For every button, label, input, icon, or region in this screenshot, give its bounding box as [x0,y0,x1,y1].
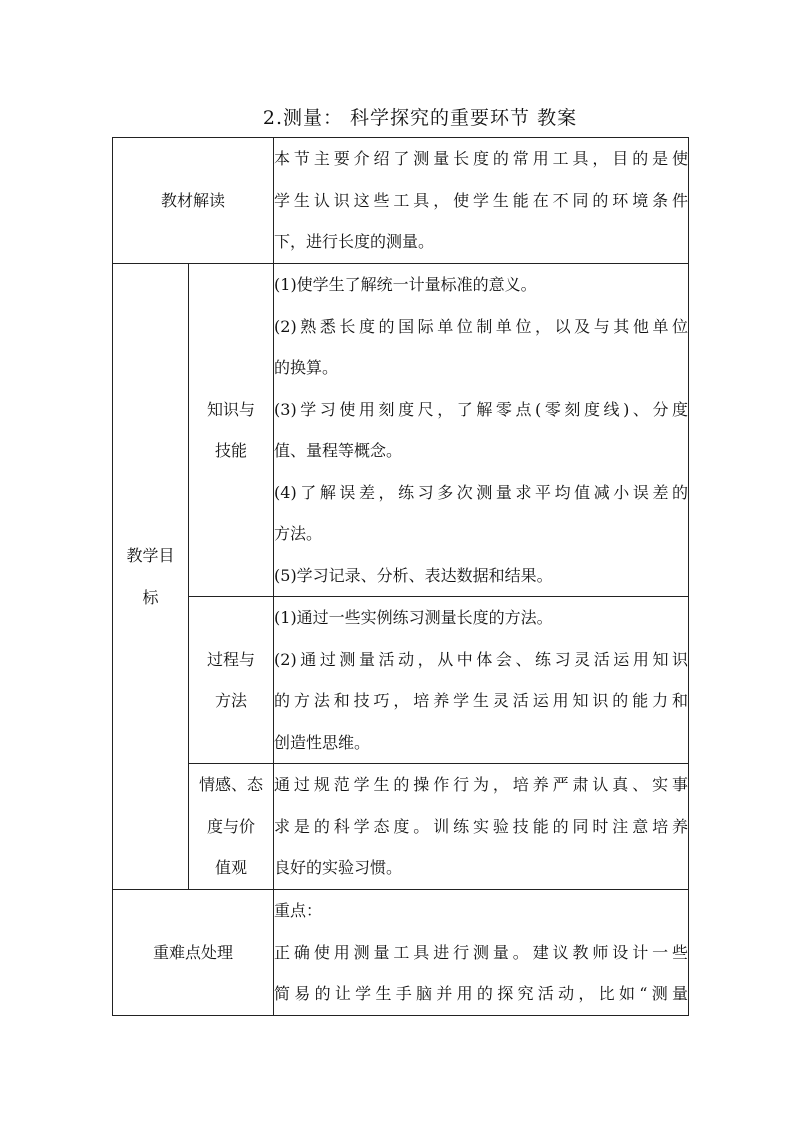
difficulty-content [274,890,689,1016]
textbook-row [113,138,689,264]
goals-label [113,264,189,890]
textbook-label: 教材解读 [113,138,274,264]
emotion-row [113,764,689,890]
emotion-label [189,764,274,890]
textbook-content [274,138,689,264]
textbook-line: 下，进行长度的测量。 [274,232,435,252]
knowledge-line: 的换算。 [274,358,339,377]
goals-label-line: 教学目 [126,546,175,565]
emotion-label-line: 值观 [215,858,248,878]
page-title: 2.测量： 科学探究的重要环节 教案 [262,107,578,129]
knowledge-line: (5)学习记录、分析、表达数据和结果。 [274,565,553,585]
emotion-line: 求是的科学态度。训练实验技能的同时注意培养 [274,816,689,836]
process-label [189,597,274,764]
difficulty-line: 重点： [274,901,323,920]
knowledge-content [274,264,689,597]
emotion-line: 良好的实验习惯。 [274,858,403,878]
process-line: 的方法和技巧，培养学生灵活运用知识的能力和 [274,691,689,710]
difficulty-line: 正确使用测量工具进行测量。建议教师设计一些 [274,942,689,962]
knowledge-line: (4)了解误差，练习多次测量求平均值减小误差的 [274,482,689,502]
knowledge-line: (3)学习使用刻度尺，了解零点(零刻度线)、分度 [274,399,689,419]
knowledge-line: (2)熟悉长度的国际单位制单位，以及与其他单位 [274,316,689,336]
knowledge-label-line: 技能 [215,441,248,460]
knowledge-label-line: 知识与 [207,399,256,419]
process-label-line: 方法 [215,691,248,710]
emotion-label-line: 情感、态 [199,775,264,795]
emotion-content [274,764,689,890]
emotion-line: 通过规范学生的操作行为，培养严肃认真、实事 [274,775,689,795]
lesson-plan-table [112,137,689,1016]
knowledge-line: (1)使学生了解统一计量标准的意义。 [274,275,537,294]
process-line: (2)通过测量活动，从中体会、练习灵活运用知识 [274,649,689,669]
textbook-line: 本节主要介绍了测量长度的常用工具，目的是使 [274,149,689,169]
process-row [113,597,689,764]
knowledge-row [113,264,689,597]
knowledge-label [189,264,274,597]
process-line: (1)通过一些实例练习测量长度的方法。 [274,608,553,627]
difficulty-label: 重难点处理 [113,890,274,1016]
knowledge-line: 方法。 [274,524,323,543]
process-content [274,597,689,764]
knowledge-line: 值、量程等概念。 [274,441,403,460]
process-label-line: 过程与 [207,649,256,669]
emotion-label-line: 度与价 [207,816,256,836]
difficulty-row [113,890,689,1016]
difficulty-line: 简易的让学生手脑并用的探究活动，比如“测量 [274,984,689,1003]
goals-label-line: 标 [142,587,159,607]
process-line: 创造性思维。 [274,732,371,752]
textbook-line: 学生认识这些工具，使学生能在不同的环境条件 [274,190,689,210]
